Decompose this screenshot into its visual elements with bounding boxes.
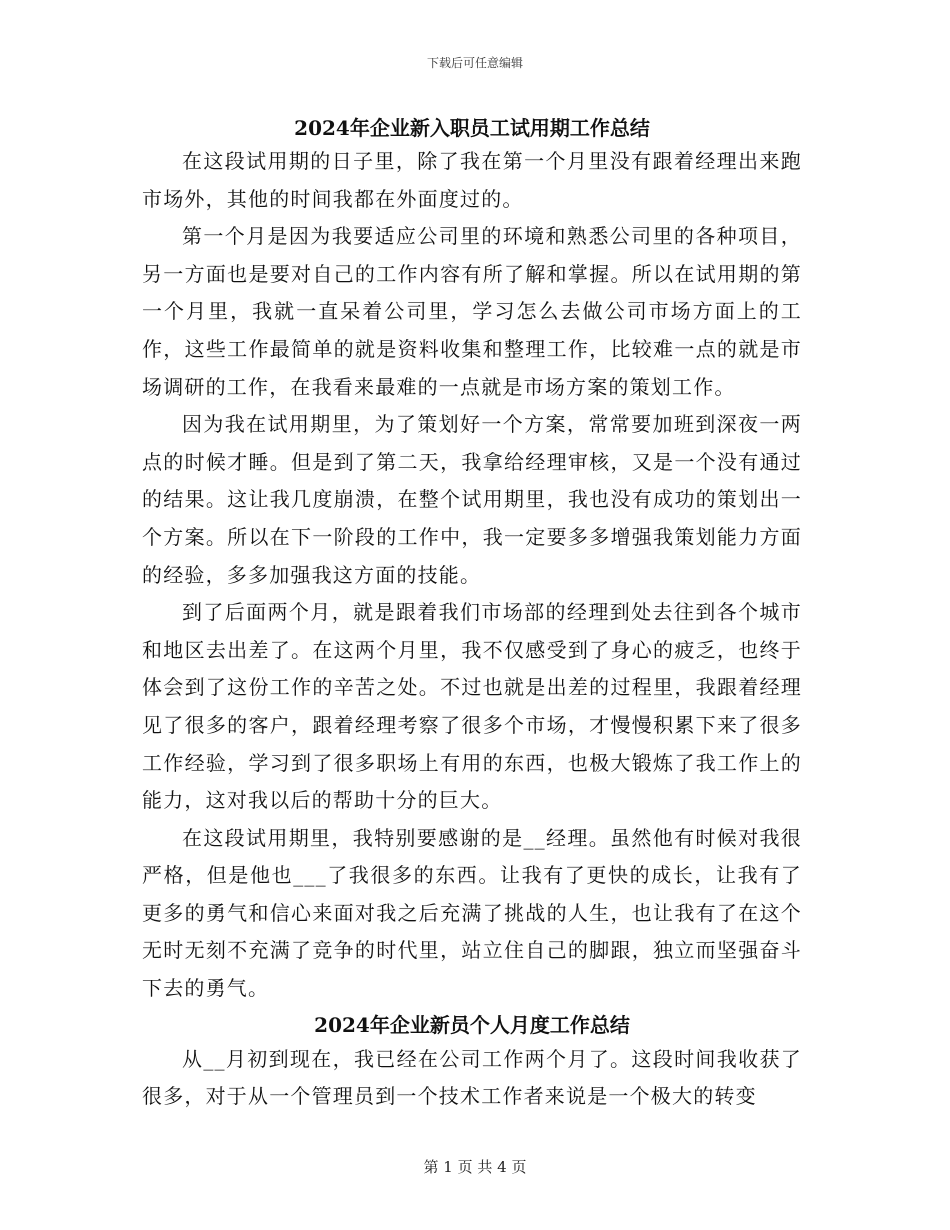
- page-header-note: 下载后可任意编辑: [426, 56, 523, 70]
- page-number-footer: 第 1 页 共 4 页: [423, 1158, 527, 1176]
- paragraph: 在这段试用期里，我特别要感谢的是__经理。虽然他有时候对我很严格，但是他也___了我很多的东西。让我有了更快的成长，让我有了更多的勇气和信心来面对我之后充满了挑战的人生，也让我有了在这个无时无刻不充满了竞争的时代里，站立住自己的脚跟，独立而坚强奋斗下去的勇气。: [142, 825, 802, 1001]
- paragraph: 因为我在试用期里，为了策划好一个方案，常常要加班到深夜一两点的时候才睡。但是到了第二天，我拿给经理审核，又是一个没有通过的结果。这让我几度崩溃，在整个试用期里，我也没有成功的策划出一个方案。所以在下一阶段的工作中，我一定要多多增强我策划能力方面的经验，多多加强我这方面的技能。: [142, 412, 802, 587]
- paragraph: 到了后面两个月，就是跟着我们市场部的经理到处去往到各个城市和地区去出差了。在这两个月里，我不仅感受到了身心的疲乏，也终于体会到了这份工作的辛苦之处。不过也就是出差的过程里，我跟着经理见了很多的客户，跟着经理考察了很多个市场，才慢慢积累下来了很多工作经验，学习到了很多职场上有用的东西，也极大锻炼了我工作上的能力，这对我以后的帮助十分的巨大。: [142, 600, 802, 813]
- paragraph: 第一个月是因为我要适应公司里的环境和熟悉公司里的各种项目，另一方面也是要对自己的工作内容有所了解和掌握。所以在试用期的第一个月里，我就一直呆着公司里，学习怎么去做公司市场方面上的工作，这些工作最简单的就是资料收集和整理工作，比较难一点的就是市场调研的工作，在我看来最难的一点就是市场方案的策划工作。: [142, 224, 802, 399]
- document-title-1: 2024年企业新入职员工试用期工作总结: [294, 116, 650, 140]
- paragraph: 在这段试用期的日子里，除了我在第一个月里没有跟着经理出来跑市场外，其他的时间我都在外面度过的。: [142, 149, 802, 211]
- document-title-2: 2024年企业新员个人月度工作总结: [314, 1012, 630, 1037]
- paragraph: 从__月初到现在，我已经在公司工作两个月了。这段时间我收获了很多，对于从一个管理员到一个技术工作者来说是一个极大的转变: [142, 1046, 802, 1109]
- document-body: [142, 114, 802, 1116]
